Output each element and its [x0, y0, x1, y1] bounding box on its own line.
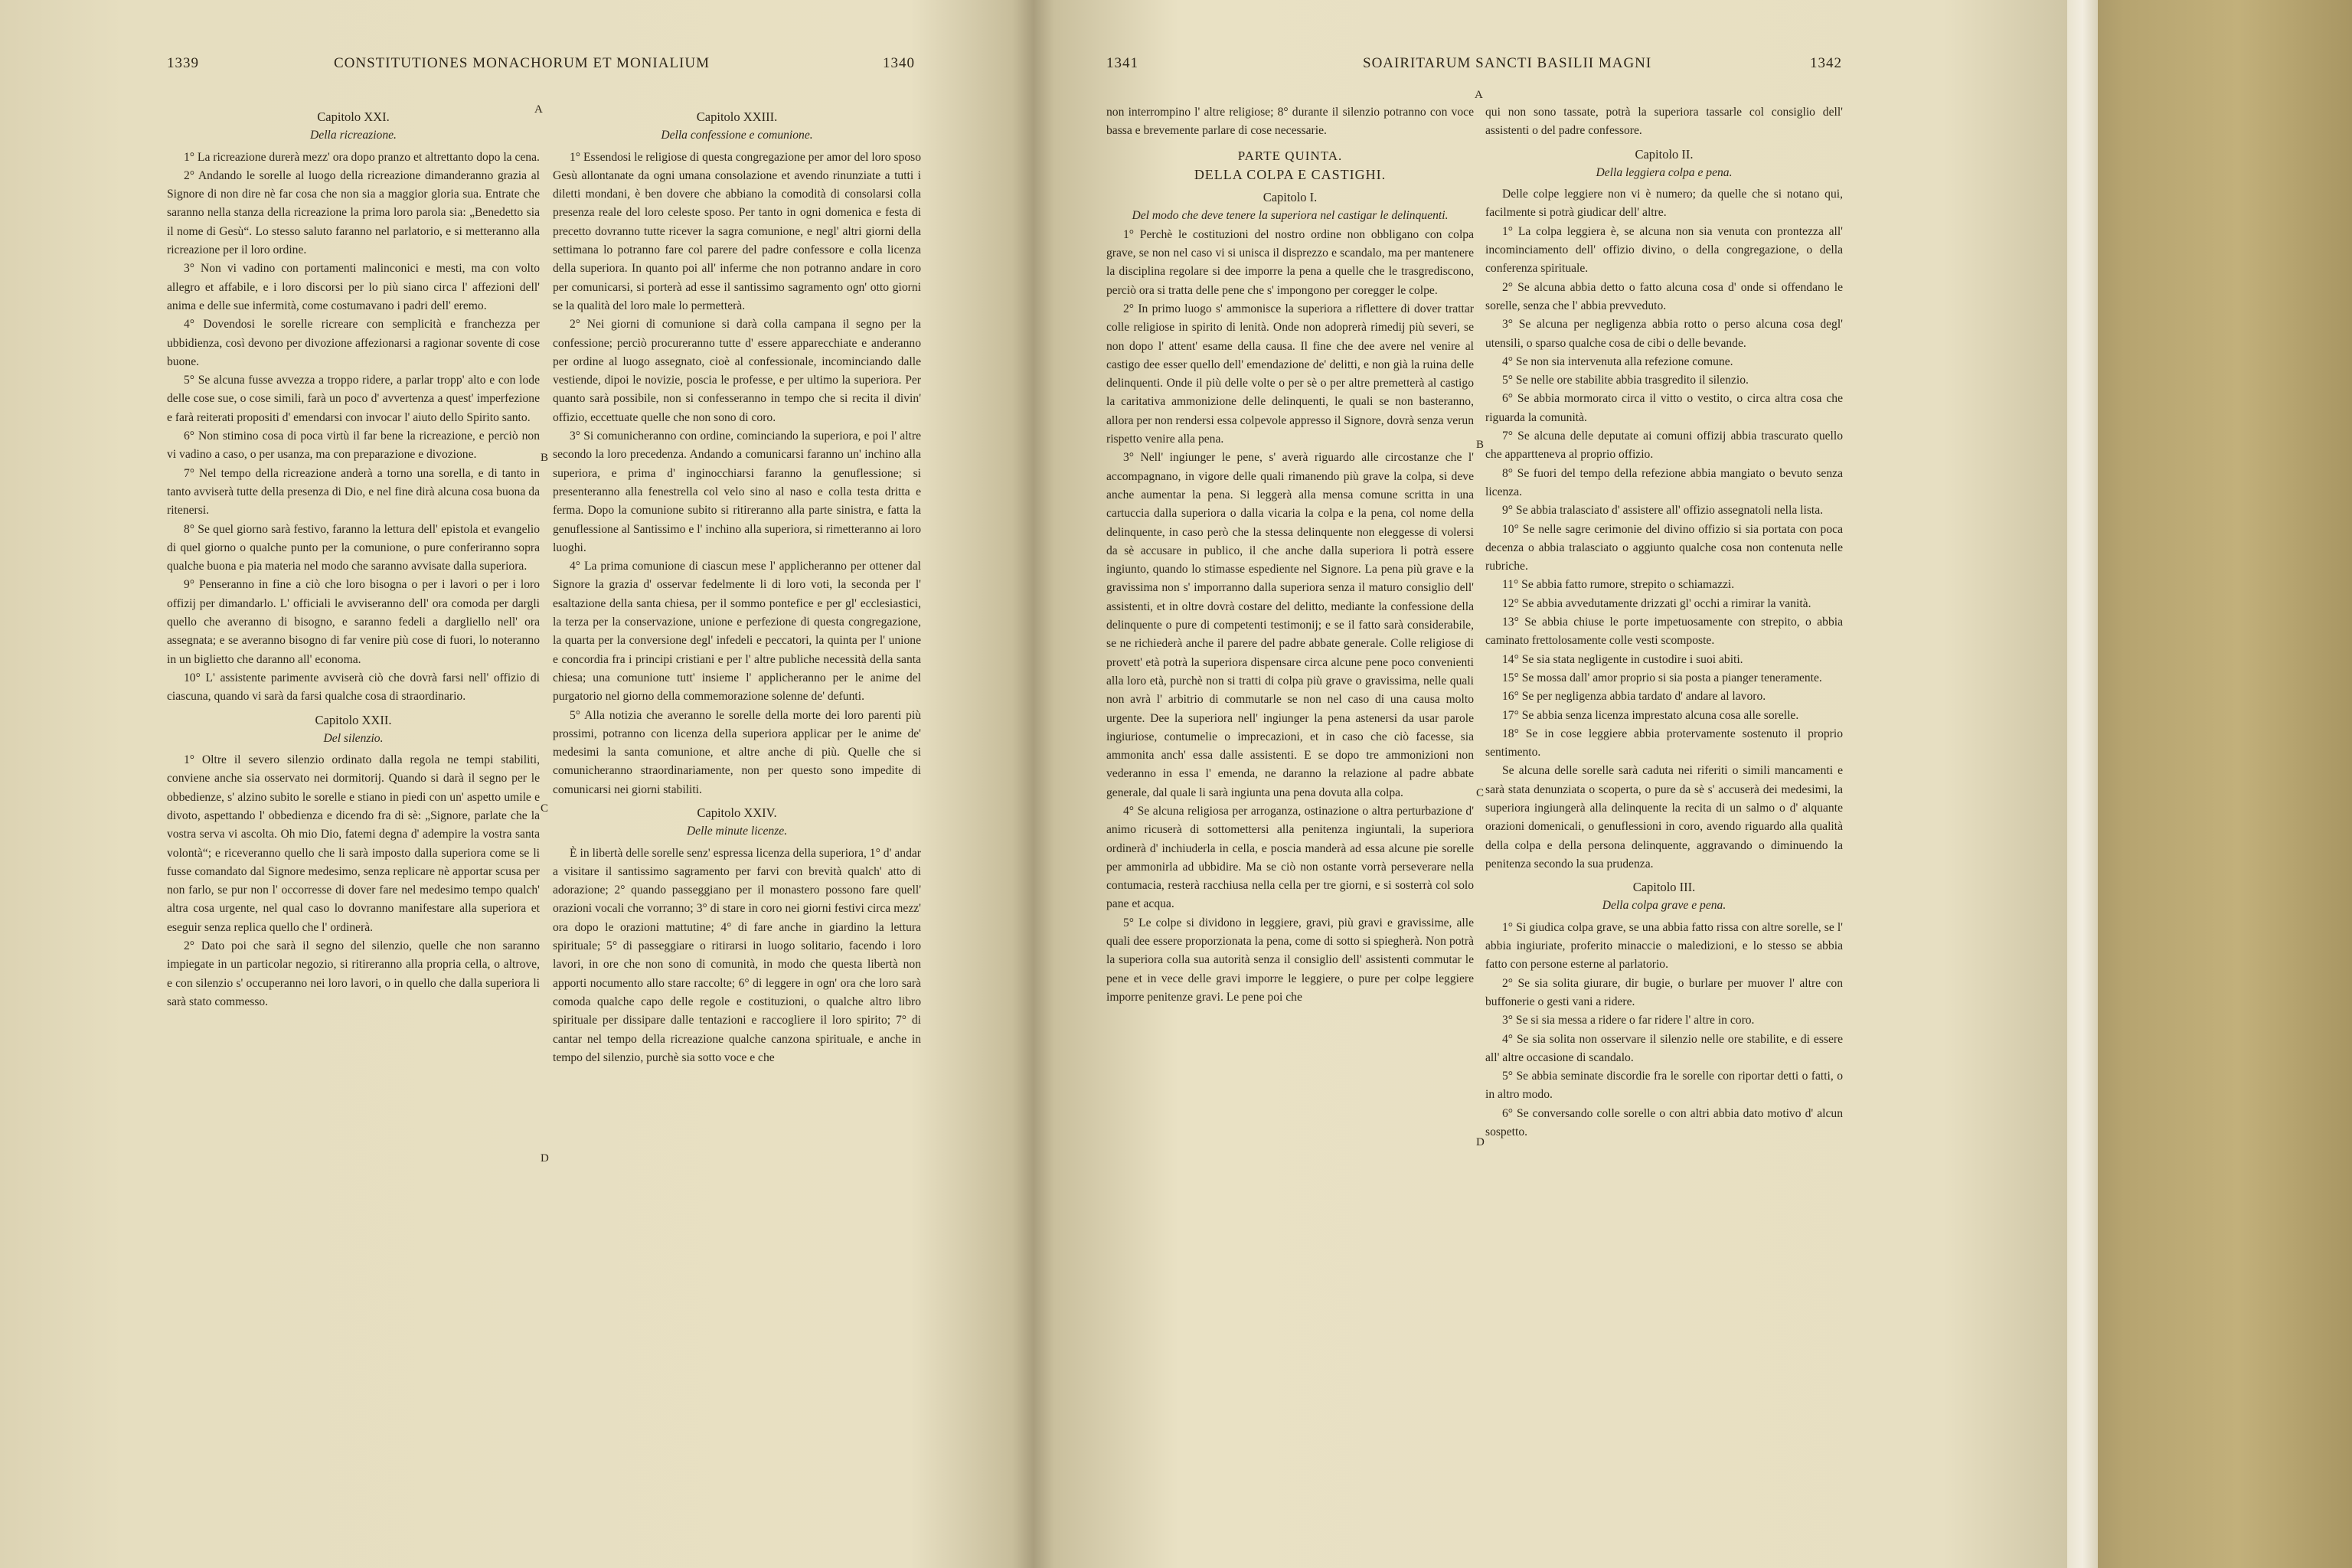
- paragraph: 2° Dato poi che sarà il segno del silenzio, quelle che non saranno impiegate in un particolar negozio, si ritireranno alla propria cella, o altrove, e con silenzio s' occuperanno nei loro lavori, o in quello che dalla superiora li sarà stato commesso.: [167, 939, 540, 1008]
- paragraph: 8° Se quel giorno sarà festivo, faranno la lettura dell' epistola et evangelio di quel giorno o qualche punto per la comunione, o pure conferiranno sopra qualche buona e pia materia nel modo che saranno avvisate dalla superiora.: [167, 522, 540, 573]
- paragraph: 6° Se abbia mormorato circa il vitto o vestito, o circa altra cosa che riguarda la comunità.: [1485, 392, 1843, 424]
- chapter-title: Capitolo XXIV.: [697, 805, 777, 820]
- paragraph: 1° La ricreazione durerà mezz' ora dopo pranzo et altrettanto dopo la cena.: [184, 150, 540, 164]
- paragraph: 5° Alla notizia che averanno le sorelle della morte dei loro parenti più prossimi, potranno con licenza della superiora applicar per le anime de' medesimi la santa comunione, et altre anche di più. Quelle che si comunicheranno straordinariamente, non per questo sono impedite di comunicarsi nei giorni stabiliti.: [553, 708, 921, 796]
- paragraph: 16° Se per negligenza abbia tardato d' andare al lavoro.: [1502, 690, 1766, 704]
- paragraph: 17° Se abbia senza licenza imprestato alcuna cosa alle sorelle.: [1502, 708, 1799, 722]
- paragraph: 2° In primo luogo s' ammonisce la superiora a riflettere di dover trattar colle religiose in spirito di lenità. Onde non adoprerà rimedij più severi, se non dopo l' attent' esame della causa. Il fine che dee avere nel venire al castigo dee esser quello dell' emendazione de' delitti, e non già la ruina delle delinquenti. Onde il più delle volte o per sè o per altre premetterà al castigo la caritativa ammonizione delle delinquenti, le quali se non basteranno, allora per non rendersi essa colpevole appresso il Signore, dovrà senza verun rispetto venire alla pena.: [1106, 302, 1474, 446]
- paragraph: 1° Perchè le costituzioni del nostro ordine non obbligano con colpa grave, se non nel caso vi si unisca il disprezzo e scandalo, ma per mantenere la disciplina regolare si dee imporre la pena a quelle che le trasgrediscono, perciò ora si tratta delle pene che s' impongono per coregger le colpe.: [1106, 227, 1474, 297]
- paragraph: 5° Se abbia seminate discordie fra le sorelle con riportar detti o fatti, o in altro modo.: [1485, 1070, 1843, 1102]
- paragraph: 13° Se abbia chiuse le porte impetuosamente con strepito, o abbia caminato frettolosamente colle vesti scomposte.: [1485, 616, 1843, 648]
- page-number-1339: 1339: [167, 55, 199, 71]
- chapter-subtitle: Della confessione e comunione.: [661, 129, 813, 142]
- paragraph: 5° Se nelle ore stabilite abbia trasgredito il silenzio.: [1502, 374, 1749, 387]
- paragraph: qui non sono tassate, potrà la superiora tassarle col consiglio dell' assistenti o del padre confessore.: [1485, 106, 1843, 138]
- paragraph: 3° Non vi vadino con portamenti malinconici e mesti, ma con volto allegro et affabile, e i loro discorsi per lo più siano circa l' affezioni dell' anima e delle sue infermità, come costumavano i padri dell' eremo.: [167, 262, 540, 312]
- chapter-title: Capitolo II.: [1635, 146, 1694, 162]
- chapter-title: Capitolo I.: [1263, 190, 1318, 205]
- paragraph: 6° Non stimino cosa di poca virtù il far bene la ricreazione, e perciò non vi vadino a caso, o per usanza, ma con preparazione e divozione.: [167, 430, 540, 462]
- paragraph: 2° Andando le sorelle al luogo della ricreazione dimanderanno grazia al Signore di non dire nè far cosa che non sia a maggior gloria sua. Entrate che saranno nella stanza della ricreazione la prima loro parola sia: „Benedetto sia il nome di Gesù“. Lo stesso saluto faranno nel parlatorio, e si metteranno alla ricreazione per il loro ordine.: [167, 168, 540, 257]
- chapter-subtitle: Del modo che deve tenere la superiora nel castigar le delinquenti.: [1132, 209, 1449, 223]
- paragraph: È in libertà delle sorelle senz' espressa licenza della superiora, 1° d' andar a visitare il santissimo sagramento per farvi con brevità qualch' atto di adorazione; 2° quando passeggiano per il monastero possono fare quell' orazioni vocali che vorranno; 3° di stare in coro nei giorni festivi circa mezz' ora dopo le orazioni mattutine; 4° di fare anche in giardino la lettura spirituale; 5° di passeggiare o ritirarsi in luogo solitario, facendo i loro lavori, in ore che non sono di comunità, in modo che questa libertà non apporti nocumento allo stare raccolte; 6° di leggere in ogn' ora che loro sarà comoda qualche capo delle regole e costituzioni, o qualche altro libro spirituale per dissipare dalle tentazioni e raccogliere il loro spirito; 7° di cantar nel tempo della ricreazione qualche canzona spirituale, e anche in tempo del silenzio, purchè sia sotto voce e che: [553, 846, 921, 1064]
- paragraph: 12° Se abbia avvedutamente drizzati gl' occhi a rimirar la vanità.: [1502, 596, 1811, 610]
- paragraph: 3° Se alcuna per negligenza abbia rotto o perso alcuna cosa degl' utensili, o sparso qualche cosa de cibi o delle bevande.: [1485, 318, 1843, 350]
- margin-letter-d: D: [1476, 1136, 1485, 1148]
- page-stack-edge: [2067, 0, 2098, 1568]
- paragraph: 2° Se sia solita giurare, dir bugie, o burlare per muover l' altre con buffonerie o gesti vani a ridere.: [1485, 976, 1843, 1008]
- margin-letter-b: B: [541, 452, 549, 464]
- paragraph: non interrompino l' altre religiose; 8° durante il silenzio potranno con voce bassa e brevemente parlare di cose necessarie.: [1106, 106, 1474, 138]
- paragraph: 1° Si giudica colpa grave, se una abbia fatto rissa con altre sorelle, se l' abbia ingiuriate, proferito minaccie o maledizioni, e lo stesso se abbia fatto con persone esterne al parlatorio.: [1485, 920, 1843, 972]
- book-cover-edge: [2067, 0, 2352, 1568]
- chapter-title: Capitolo XXIII.: [696, 109, 778, 124]
- paragraph: 15° Se mossa dall' amor proprio si sia posta a pianger teneramente.: [1502, 671, 1822, 684]
- paragraph: 1° La colpa leggiera è, se alcuna non sia venuta con prontezza all' incominciamento dell' offizio divino, o della congregazione, o della conferenza spirituale.: [1485, 224, 1843, 276]
- paragraph: 3° Nell' ingiunger le pene, s' averà riguardo alle circostanze che l' accompagnano, in vigore delle quali rimanendo più grave la colpa, si deve anche aumentar la pena. Si leggerà alla mensa comune scritta in una cartuccia dalla superiora o dalla vicaria la colpa e la pena, col nome della delinquente, in caso però che la stessa delinquente non eleggesse di volersi da sè accusare in publico, il che anche dalla superiora li potrà essere ingiunto, quando lo stimasse espediente nel Signore. La pena più grave e la gravissima non s' imporranno dalla superiora senza il maturo consiglio dell' assistenti, et in oltre dovrà costare del delitto, mediante la confessione della delinquente o pure di competenti testimonij; e se il fatto sarà considerabile, se ne richiederà anche il parere del padre abbate generale. Colle religiose di provett' età potrà la superiora dispensare circa alcune pene poco convenienti alla loro età, purchè non si tratti di colpa più grave o gravissima, nelle quali non avrà l' arbitrio di commutarle se non nel caso di una causa molto urgente. Dee la superiora nell' ingiunger la pena astenersi da usar parole ingiuriose, contumelie o imprecazioni, et in caso che ciò facesse, sia ammonita anch' essa dalle assistenti. E se dopo tre ammonizioni non vederanno in essa l' emenda, ne daranno la relazione al padre abbate generale, dal quale li sarà ingiunta una pena dovuta alla colpa.: [1106, 451, 1474, 799]
- chapter-subtitle: Della ricreazione.: [310, 129, 397, 142]
- right-page: [1034, 0, 2067, 1568]
- paragraph: 18° Se in cose leggiere abbia protervamente sostenuto il proprio sentimento.: [1485, 727, 1843, 760]
- left-page: [0, 0, 1034, 1568]
- chapter-title: Capitolo XXII.: [315, 712, 392, 727]
- paragraph: 9° Se abbia tralasciato d' assistere all' offizio assegnatoli nella lista.: [1502, 504, 1824, 518]
- chapter-subtitle: Della colpa grave e pena.: [1602, 899, 1726, 913]
- paragraph: 5° Se alcuna fusse avvezza a troppo ridere, a parlar tropp' alto e con lode delle cose sue, o cose simili, farà un poco d' avvertenza a quest' imperfezione e farà reiterati propositi d' emendarsi con invocar l' aiuto dello Spirito santo.: [167, 374, 540, 424]
- paragraph: 10° Se nelle sagre cerimonie del divino offizio si sia portata con poca decenza o abbia tralasciato o aggiunto qualche cosa non contenuta nelle rubriche.: [1485, 522, 1843, 573]
- chapter-subtitle: Della leggiera colpa e pena.: [1596, 165, 1733, 179]
- paragraph: 4° Se non sia intervenuta alla refezione comune.: [1502, 354, 1733, 368]
- paragraph: 14° Se sia stata negligente in custodire i suoi abiti.: [1502, 652, 1743, 666]
- left-page-column-2: [553, 103, 921, 1067]
- left-page-column-1: [167, 103, 540, 1011]
- margin-letter-a: A: [534, 103, 543, 116]
- margin-letter-b: B: [1476, 439, 1485, 451]
- paragraph: 2° Se alcuna abbia detto o fatto alcuna cosa d' onde si offendano le sorelle, senza che l' abbia prevveduto.: [1485, 280, 1843, 312]
- margin-letter-c: C: [541, 802, 549, 815]
- paragraph: Delle colpe leggiere non vi è numero; da quelle che si notano qui, facilmente si potrà giudicar dell' altre.: [1485, 188, 1843, 220]
- paragraph: 3° Se si sia messa a ridere o far ridere l' altre in coro.: [1502, 1014, 1755, 1027]
- paragraph: 4° Dovendosi le sorelle ricreare con semplicità e franchezza per ubbidienza, così devono per divozione affezionarsi a ragionar sovente di cose buone.: [167, 318, 540, 368]
- paragraph: 4° Se sia solita non osservare il silenzio nelle ore stabilite, e di essere all' altre occasione di scandalo.: [1485, 1032, 1843, 1064]
- paragraph: 5° Le colpe si dividono in leggiere, gravi, più gravi e gravissime, alle quali dee essere proporzionata la pena, come di sotto si spiegherà. Non potrà la superiora colla sua autorità senza il consiglio dell' assistenti commutar le pene et in vece delle gravi imporre le leggiere, o pure per colpe leggiere imporre penitenze gravi. Le pene poi che: [1106, 916, 1474, 1004]
- page-number-1341: 1341: [1106, 55, 1138, 71]
- paragraph: 10° L' assistente parimente avviserà ciò che dovrà farsi nell' offizio di ciascuna, quando vi sarà da farsi qualche cosa di straordinario.: [167, 671, 540, 704]
- paragraph: 7° Nel tempo della ricreazione anderà a torno una sorella, e di tanto in tanto avviserà tutte della presenza di Dio, e nel fine dirà alcuna cosa buona da ritenersi.: [167, 466, 540, 518]
- paragraph: Se alcuna delle sorelle sarà caduta nei riferiti o simili mancamenti e sarà stata denunziata o scoperta, o pure da sè s' accuserà dei medesimi, la superiora ingiungerà alla delinquente la recita di un salmo o d' alquante orazioni domenicali, o genuflessioni in coro, avendo riguardo alla qualità della colpa e della persona delinquente, aggravando o diminuendo la penitenza secondo la sua prudenza.: [1485, 764, 1843, 871]
- chapter-subtitle: Delle minute licenze.: [686, 825, 788, 838]
- part-title: PARTE QUINTA.: [1237, 148, 1343, 163]
- chapter-title: Capitolo XXI.: [317, 109, 390, 124]
- running-title-right: SOAIRITARUM SANCTI BASILII MAGNI: [1363, 55, 1652, 71]
- paragraph: 3° Si comunicheranno con ordine, cominciando la superiora, e poi l' altre secondo la loro precedenza. Andando a comunicarsi faranno un' inchino alla superiora, e prima d' inginocchiarsi faranno la genuflessione; si presenteranno alla fenestrella col velo sino al naso e colla testa dritta e ferma. Dopo la comunione subito si ritireranno alla parte sinistra, e fatta la genuflessione al Santissimo e l' inchino alla superiora, si rimetteranno ai loro luoghi.: [553, 430, 921, 554]
- right-page-column-1: [1106, 103, 1474, 1007]
- running-title-left: CONSTITUTIONES MONACHORUM ET MONIALIUM: [334, 55, 710, 71]
- page-number-1342: 1342: [1810, 55, 1842, 71]
- chapter-title: Capitolo III.: [1632, 880, 1696, 895]
- paragraph: 6° Se conversando colle sorelle o con altri abbia dato motivo d' alcun sospetto.: [1485, 1106, 1843, 1139]
- paragraph: 4° Se alcuna religiosa per arroganza, ostinazione o altra perturbazione d' animo ricuserà di sottomettersi alla penitenza ingiuntali, la superiora ordinerà d' inchiuderla in cella, e poscia manderà ad essa alcune pie sorelle per ammonirla ad ubbidire. Ma se ciò non ostante vorrà perseverare nella contumacia, resterà racchiusa nella cella per tre giorni, e si sosterrà col solo pane et acqua.: [1106, 804, 1474, 911]
- paragraph: 8° Se fuori del tempo della refezione abbia mangiato o bevuto senza licenza.: [1485, 466, 1843, 498]
- paragraph: 9° Penseranno in fine a ciò che loro bisogna o per i lavori o per i loro offizij per dimandarlo. L' officiali le avviseranno dell' ora comoda per dargli quello che averanno di bisogno, e saranno fedeli a dargliello nell' ora assegnata; e se averanno bisogno di far venire più cose di fuori, lo noteranno in un biglietto che daranno all' economa.: [167, 578, 540, 666]
- paragraph: 4° La prima comunione di ciascun mese l' applicheranno per ottener dal Signore la grazia d' osservar fedelmente li di loro voti, la seconda per l' esaltazione della santa chiesa, per il sommo pontefice e per gl' ecclesiastici, la terza per la conservazione, unione e perfezione di questa congregazione, la quarta per la conversione degl' infedeli e peccatori, la quinta per l' unione e concordia fra i principi cristiani e per l' altre publiche necessità della santa chiesa; una comunione tutt' insieme l' applicheranno per le anime del purgatorio nel giorno della commemorazione solenne de' defunti.: [553, 560, 921, 704]
- paragraph: 1° Essendosi le religiose di questa congregazione per amor del loro sposo Gesù allontanate da ogni umana consolazione et avendo rinunziate a tutti i diletti mondani, è ben dovere che abbiano la comodità di consolarsi colla presenza reale del loro celeste sposo. Per tanto in ogni domenica e festa di precetto dovranno tutte ricever la sagra comunione, e negl' altri giorni della settimana lo potranno fare col parere del padre confessore e colla licenza della superiora. In quanto poi all' inferme che non potranno andare in coro per comunicarsi, si porterà ad esse il santissimo sagramento ogn' otto giorni se la qualità del loro male lo permetterà.: [553, 150, 921, 312]
- paragraph: 2° Nei giorni di comunione si darà colla campana il segno per la confessione; perciò procureranno tutte d' essere apparecchiate e anderanno per ordine al luogo assegnato, cioè al confessionale, incominciando dalle vestiende, dipoi le novizie, poscia le professe, e per ultimo la superiora. Per quanto sarà possibile, non si confesseranno in tempo che si recita il divin' offizio, eccettuate quelle che non sono di coro.: [553, 318, 921, 424]
- paragraph: 1° Oltre il severo silenzio ordinato dalla regola ne tempi stabiliti, conviene anche sia osservato nei dormitorij. Quando si darà il segno per le obbedienze, s' alzino subito le sorelle e stiano in piedi con un' aspetto umile e divoto, aspettando l' obbedienza e dicendo fra di sè: „Signore, parlate che la vostra serva vi ascolta. Oh mio Dio, fatemi degna d' adempire la vostra santa volontà“; e riceveranno quello che li sarà imposto dalla superiora come se li fusse comandato dal Signore medesimo, senza replicare nè apportar scusa per non farlo, se pur non l' occorresse di dover fare nel medesimo tempo qualch' altra cosa urgente, nel qual caso lo dovranno manifestare alla superiora et eseguir senza replica quello che l' ordinerà.: [167, 753, 540, 934]
- margin-letter-d: D: [541, 1152, 549, 1165]
- page-number-1340: 1340: [883, 55, 915, 71]
- margin-letter-a: A: [1475, 89, 1483, 101]
- margin-letter-c: C: [1476, 787, 1485, 799]
- right-page-column-2: [1485, 103, 1843, 1142]
- chapter-subtitle: Del silenzio.: [323, 731, 384, 745]
- paragraph: 11° Se abbia fatto rumore, strepito o schiamazzi.: [1502, 578, 1735, 592]
- part-subtitle: DELLA COLPA E CASTIGHI.: [1194, 166, 1387, 182]
- paragraph: 7° Se alcuna delle deputate ai comuni offizij abbia trascurato quello che appartteneva al proprio offizio.: [1485, 430, 1843, 462]
